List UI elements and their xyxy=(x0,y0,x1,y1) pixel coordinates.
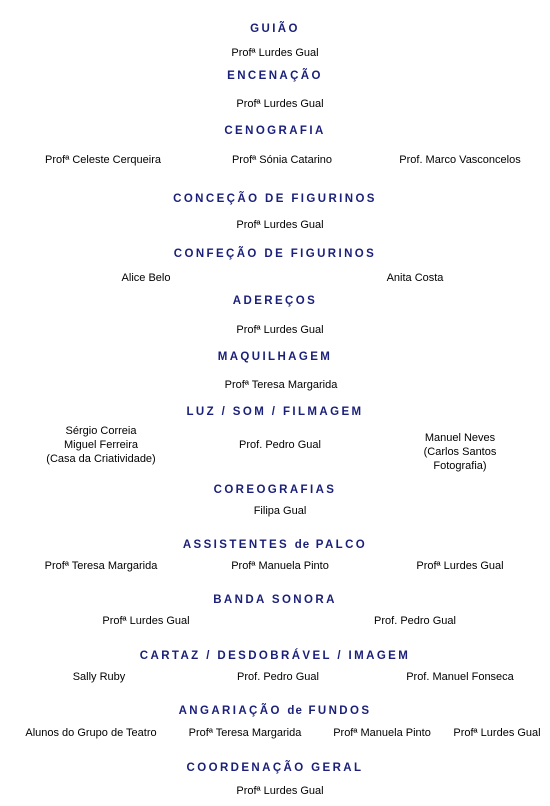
name-luz-left-group xyxy=(46,424,155,466)
heading-coreografias: COREOGRAFIAS xyxy=(213,484,337,496)
name-assistentes-2: Profª Manuela Pinto xyxy=(231,560,329,572)
heading-aderecos: ADEREÇOS xyxy=(232,295,318,307)
name-assistentes-3: Profª Lurdes Gual xyxy=(416,560,504,572)
name-angariacao-4: Profª Lurdes Gual xyxy=(453,727,541,739)
name-luz-left-3: (Casa da Criatividade) xyxy=(46,453,156,465)
name-confecao-figurinos-1: Alice Belo xyxy=(121,272,171,284)
heading-luz-som-filmagem: LUZ / SOM / FILMAGEM xyxy=(186,406,364,418)
heading-encenacao: ENCENAÇÃO xyxy=(227,70,323,82)
heading-maquilhagem: MAQUILHAGEM xyxy=(217,351,333,363)
heading-confecao-figurinos: CONFEÇÃO DE FIGURINOS xyxy=(173,248,377,260)
name-cenografia-3: Prof. Marco Vasconcelos xyxy=(399,154,521,166)
name-confecao-figurinos-2: Anita Costa xyxy=(386,272,444,284)
name-cenografia-1: Profª Celeste Cerqueira xyxy=(45,154,161,166)
name-cenografia-2: Profª Sónia Catarino xyxy=(231,154,333,166)
name-cartaz-2: Prof. Pedro Gual xyxy=(237,671,319,683)
name-cartaz-1: Sally Ruby xyxy=(72,671,126,683)
heading-cenografia: CENOGRAFIA xyxy=(224,125,326,137)
heading-angariacao-word3: FUNDOS xyxy=(308,705,372,717)
name-luz-left-1: Sérgio Correia xyxy=(65,425,137,437)
name-luz-right-1: Manuel Neves xyxy=(424,432,496,444)
heading-concecao-figurinos: CONCEÇÃO DE FIGURINOS xyxy=(173,193,377,205)
name-angariacao-2: Profª Teresa Margarida xyxy=(188,727,302,739)
name-guiao-1: Profª Lurdes Gual xyxy=(231,47,319,59)
name-encenacao-1: Profª Lurdes Gual xyxy=(236,98,324,110)
name-luz-right-2: (Carlos Santos Fotografia) xyxy=(423,446,497,472)
heading-cartaz: CARTAZ / DESDOBRÁVEL / IMAGEM xyxy=(139,650,411,662)
heading-assistentes-word3: PALCO xyxy=(315,539,368,551)
name-aderecos-1: Profª Lurdes Gual xyxy=(236,324,324,336)
name-luz-center: Prof. Pedro Gual xyxy=(239,439,321,451)
heading-angariacao-fundos xyxy=(0,705,550,717)
heading-guiao: GUIÃO xyxy=(250,23,300,35)
name-banda-sonora-2: Prof. Pedro Gual xyxy=(374,615,456,627)
heading-banda-sonora: BANDA SONORA xyxy=(213,594,337,606)
name-maquilhagem-1: Profª Teresa Margarida xyxy=(224,379,338,391)
heading-coordenacao-geral: COORDENAÇÃO GERAL xyxy=(186,762,364,774)
name-coreografias-1: Filipa Gual xyxy=(253,505,307,517)
name-angariacao-1: Alunos do Grupo de Teatro xyxy=(25,727,157,739)
name-assistentes-1: Profª Teresa Margarida xyxy=(44,560,158,572)
heading-assistentes-word1: ASSISTENTES xyxy=(182,539,290,551)
name-angariacao-3: Profª Manuela Pinto xyxy=(333,727,431,739)
name-coordenacao-geral-1: Profª Lurdes Gual xyxy=(236,785,324,797)
name-concecao-figurinos-1: Profª Lurdes Gual xyxy=(236,219,324,231)
name-luz-left-2: Miguel Ferreira xyxy=(64,439,138,451)
name-cartaz-3: Prof. Manuel Fonseca xyxy=(406,671,514,683)
name-luz-right-group xyxy=(415,431,505,473)
heading-assistentes-palco xyxy=(0,539,550,551)
heading-assistentes-word2: de xyxy=(294,539,311,551)
heading-angariacao-word2: de xyxy=(287,705,303,717)
heading-angariacao-word1: ANGARIAÇÃO xyxy=(178,705,282,717)
name-banda-sonora-1: Profª Lurdes Gual xyxy=(102,615,190,627)
